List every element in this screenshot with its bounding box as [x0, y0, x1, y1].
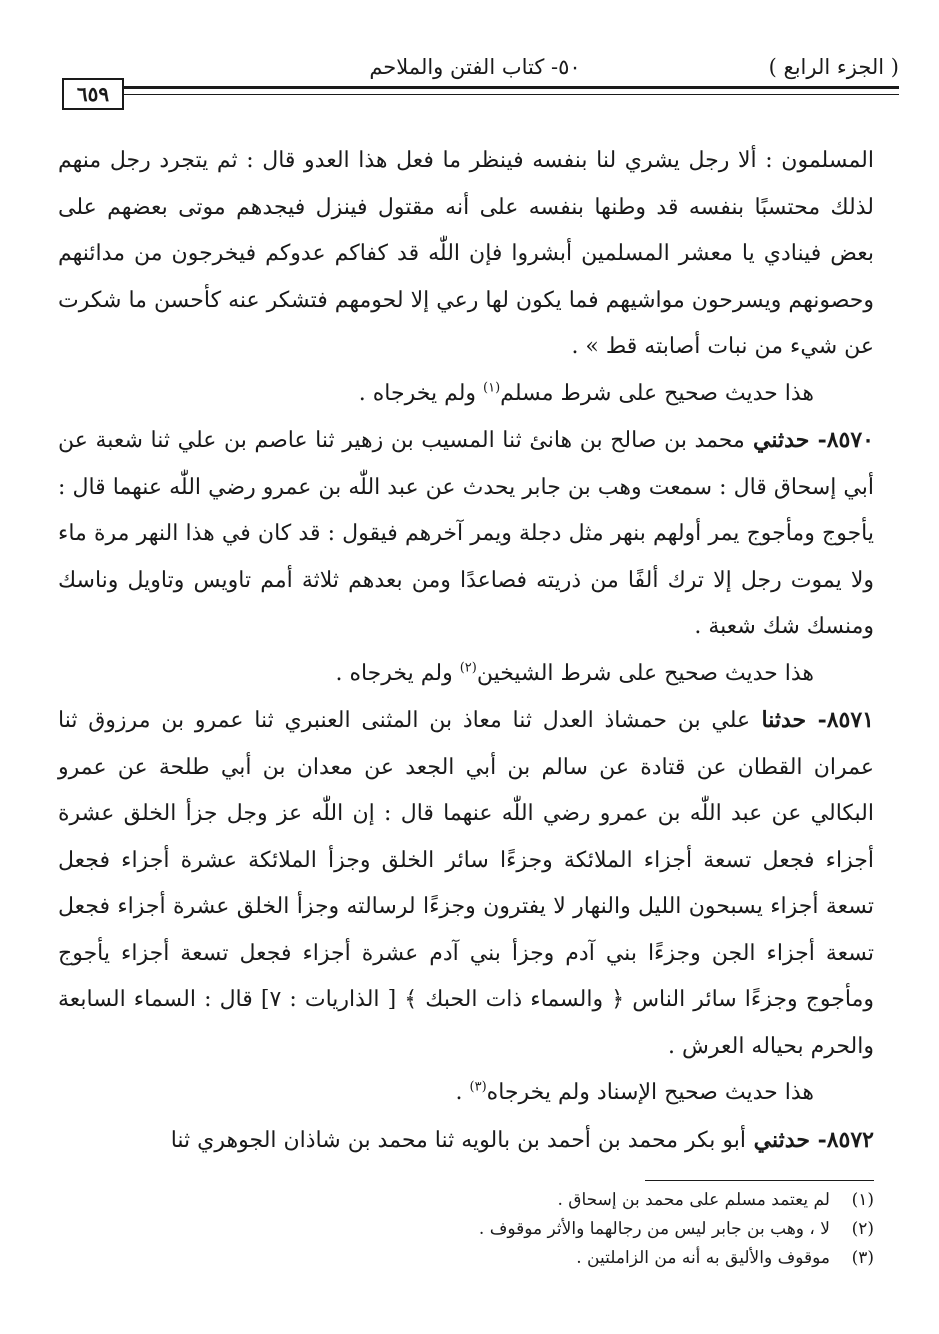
volume-label: ( الجزء الرابع )	[768, 55, 899, 79]
footnote-2: (٢) لا ، وهب بن جابر ليس من رجالهما والأثر موقوف .	[478, 1219, 874, 1239]
hadith-8570: ٨٥٧٠- حدثني محمد بن صالح بن هانئ ثنا المسيب بن زهير ثنا عاصم بن علي ثنا شعبة عن أبي إسحاق قال : سمعت وهب بن جابر يحدث عن عبد اللّٰه بن عمرو رضي اللّٰه عنهما قال : يأجوج ومأجوج يمر أولهم بنهر مثل دجلة ويمر آخرهم فيقول : قد كان في هذا النهر مرة ماء ولا يموت رجل إلا ترك ألفًا من ذريته فصاعدًا ومن بعدهم ثلاثة أمم تاويس وتاويل وناسك ومنسك شك شعبة .	[58, 427, 874, 639]
footnote-ref-2: (٢)	[459, 660, 477, 676]
footnotes	[58, 1186, 874, 1273]
paragraph-continuation: المسلمون : ألا رجل يشري لنا بنفسه فينظر ما فعل هذا العدو قال : ثم يتجرد رجل منهم لذلك محتسبًا بنفسه قد وطنها بنفسه على أنه مقتول فينزل فيجدهم موتى بعضهم على بعض فينادي يا معشر المسلمين أبشروا فإن اللّٰه قد كفاكم عدوكم فيخرجون من مدائنهم وحصونهم ويسرحون مواشيهم فما يكون لها رعي إلا لحومهم فتشكر عنه كأحسن ما شكرت عن شيء من نبات أصابته قط » .	[58, 148, 874, 359]
hadith-number: ٨٥٧١-	[817, 707, 874, 733]
footnote-separator	[645, 1180, 874, 1181]
footnote-ref-1: (١)	[483, 380, 501, 396]
page-number: ٦٥٩	[62, 78, 124, 110]
header-rule-thin	[122, 94, 899, 95]
main-text	[58, 138, 874, 1164]
hadith-8571: ٨٥٧١- حدثنا علي بن حمشاذ العدل ثنا معاذ بن المثنى العنبري ثنا عمرو بن مرزوق ثنا عمران القطان عن قتادة عن سالم بن أبي الجعد عن معدان بن أبي طلحة عن عمرو البكالي عن عبد اللّٰه بن عمرو رضي اللّٰه عنهما قال : إن اللّٰه عز وجل جزأ الخلق عشرة أجزاء فجعل تسعة أجزاء الملائكة وجزءًا سائر الخلق وجزأ الملائكة عشرة أجزاء فجعل تسعة أجزاء يسبحون الليل والنهار لا يفترون وجزءًا لرسالته وجزأ الخلق عشرة أجزاء فجعل تسعة أجزاء الجن وجزءًا بني آدم وجزأ بني آدم عشرة أجزاء فجعل تسعة أجزاء يأجوج ومأجوج وجزءًا سائر الناس ﴿ والسماء ذات الحبك ﴾ [ الذاريات : ٧] قال : السماء السابعة والحرم بحياله العرش .	[58, 707, 874, 1059]
hadith-number: ٨٥٧٢-	[817, 1126, 874, 1153]
footnote-ref-3: (٣)	[469, 1079, 487, 1095]
hadith-number: ٨٥٧٠-	[817, 427, 874, 453]
book-title: ٥٠- كتاب الفتن والملاحم	[369, 55, 581, 79]
verdict-2: هذا حديث صحيح على شرط الشيخين$^{(٢)}$ ولم يخرجاه .	[335, 660, 814, 686]
page-header	[60, 55, 899, 85]
hadith-8572: ٨٥٧٢- حدثني أبو بكر محمد بن أحمد بن بالويه ثنا محمد بن شاذان الجوهري ثنا	[170, 1126, 874, 1153]
verdict-3: هذا حديث صحيح الإسناد ولم يخرجاه$^{(٣)}$ .	[455, 1079, 814, 1105]
footnote-3: (٣) موقوف والأليق به أنه من الزاملتين .	[576, 1248, 874, 1268]
verdict-1: هذا حديث صحيح على شرط مسلم$^{(١)}$ ولم يخرجاه .	[358, 380, 814, 406]
footnote-1: (١) لم يعتمد مسلم على محمد بن إسحاق .	[557, 1190, 874, 1210]
header-rule-thick	[122, 86, 899, 89]
